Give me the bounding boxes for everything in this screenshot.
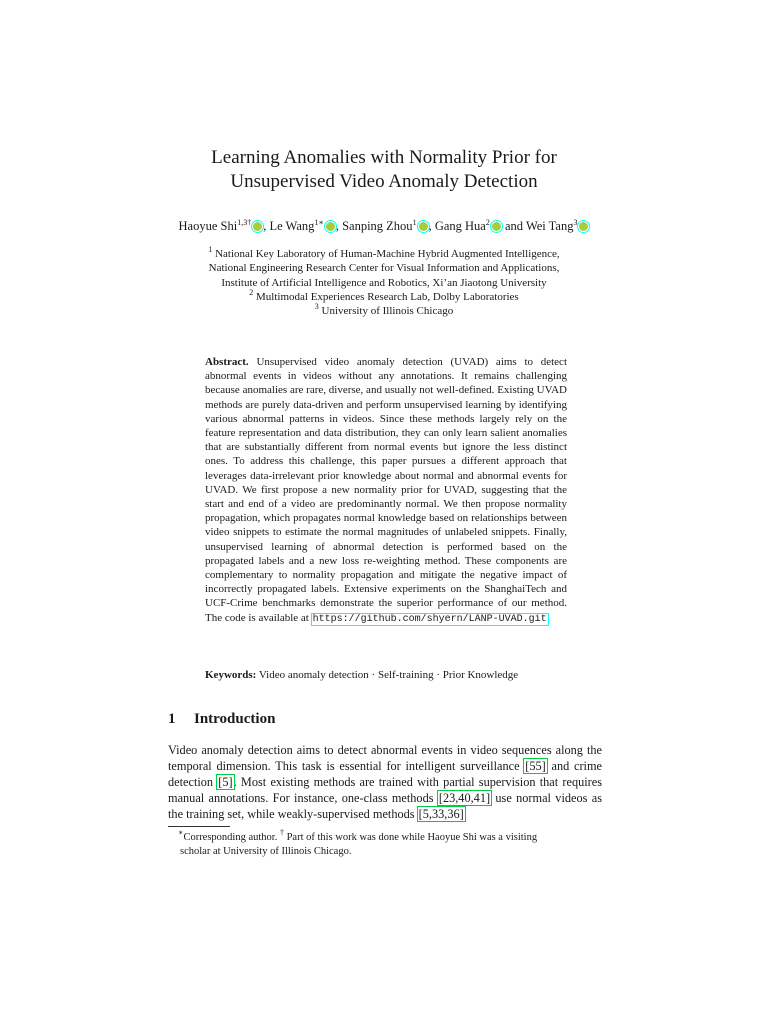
affiliation-list bbox=[110, 247, 658, 318]
author-affiliation-mark: 1∗ bbox=[314, 218, 324, 227]
footnote-mark: ∗ bbox=[178, 828, 184, 837]
citation-link[interactable]: [23,40,41] bbox=[438, 791, 491, 806]
section-title: Introduction bbox=[194, 711, 276, 727]
affiliation-text: Multimodal Experiences Research Lab, Dolby Laboratories bbox=[256, 290, 519, 303]
paper-title bbox=[100, 146, 668, 194]
author-separator: , bbox=[428, 219, 435, 233]
footnote-line bbox=[168, 828, 602, 845]
affiliation-text: Institute of Artificial Intelligence and Robotics, Xi’an Jiaotong University bbox=[221, 276, 547, 289]
introduction-paragraph bbox=[168, 742, 602, 822]
orcid-icon[interactable] bbox=[253, 222, 262, 231]
orcid-icon[interactable] bbox=[492, 222, 501, 231]
author-name: Sanping Zhou bbox=[342, 219, 413, 233]
section-heading-introduction bbox=[168, 709, 275, 729]
abstract-label: Abstract. bbox=[205, 356, 249, 368]
keywords bbox=[205, 668, 585, 682]
author-name: Le Wang bbox=[269, 219, 315, 233]
author-name: Gang Hua bbox=[434, 219, 486, 233]
affiliation-line bbox=[110, 247, 658, 261]
citation-link[interactable]: [5] bbox=[218, 775, 233, 790]
paper-title-line-2: Unsupervised Video Anomaly Detection bbox=[230, 171, 538, 192]
body-text: . Most existing methods are trained with partial supervision that requires manual annotations. For instance, one-class methods bbox=[168, 775, 602, 806]
affiliation-line bbox=[110, 304, 658, 318]
footnote-text: Corresponding author. bbox=[183, 832, 278, 843]
body-text: and crime detection bbox=[168, 759, 602, 790]
section-number: 1 bbox=[168, 711, 176, 727]
author-name: Haoyue Shi bbox=[178, 219, 238, 233]
affiliation-text: National Engineering Research Center for Visual Information and Applications, bbox=[208, 262, 560, 275]
author-name: Wei Tang bbox=[525, 219, 574, 233]
affiliation-text: University of Illinois Chicago bbox=[321, 305, 454, 318]
orcid-icon[interactable] bbox=[419, 222, 428, 231]
keywords-text: Video anomaly detection · Self-training · Prior Knowledge bbox=[258, 669, 519, 681]
footnote-text: scholar at University of Illinois Chicago. bbox=[180, 846, 352, 857]
affiliation-text: National Key Laboratory of Human-Machine Hybrid Augmented Intelligence, bbox=[215, 248, 560, 260]
footnote-line bbox=[168, 845, 602, 859]
keywords-label: Keywords: bbox=[205, 669, 257, 681]
affiliation-number: 2 bbox=[249, 287, 254, 297]
footnote-divider bbox=[168, 826, 230, 827]
affiliation-line bbox=[110, 276, 658, 290]
citation-link[interactable]: [55] bbox=[525, 759, 546, 774]
abstract bbox=[205, 355, 567, 627]
author-affiliation-mark: 2 bbox=[485, 218, 490, 227]
footnote-dagger: † bbox=[279, 828, 284, 837]
footnote bbox=[168, 828, 602, 859]
orcid-icon[interactable] bbox=[579, 222, 588, 231]
orcid-icon[interactable] bbox=[326, 222, 335, 231]
body-text: use normal videos as the training set, while weakly-supervised methods bbox=[168, 791, 602, 822]
affiliation-number: 1 bbox=[208, 245, 213, 254]
author-separator: , bbox=[263, 219, 270, 233]
author-affiliation-mark: 1,3† bbox=[237, 218, 252, 227]
author-separator: , bbox=[335, 219, 343, 233]
author-and: and bbox=[504, 219, 524, 233]
affiliation-number: 3 bbox=[314, 302, 319, 312]
body-text: Video anomaly detection aims to detect abnormal events in video sequences along the temporal dimension. This task is essential for intelligent surveillance bbox=[168, 743, 602, 774]
affiliation-line bbox=[110, 261, 658, 275]
citation-link[interactable]: [5,33,36] bbox=[418, 807, 464, 822]
code-url-link[interactable]: https://github.com/shyern/LANP-UVAD.git bbox=[312, 613, 547, 625]
paper-title-line-1: Learning Anomalies with Normality Prior for bbox=[211, 147, 557, 168]
author-affiliation-mark: 3 bbox=[573, 218, 578, 227]
affiliation-line bbox=[110, 287, 658, 304]
author-list bbox=[110, 218, 658, 234]
author-affiliation-mark: 1 bbox=[412, 218, 417, 227]
footnote-text: Part of this work was done while Haoyue Shi was a visiting bbox=[286, 832, 538, 843]
abstract-body: Unsupervised video anomaly detection (UVAD) aims to detect abnormal events in videos without any annotations. It remains challenging because anomalies are rare, diverse, and usually not well-defined. Existing UVAD methods are purely data-driven and perform unsupervised learning by identifying various abnormal patterns in videos. Since these methods largely rely on the feature representation and data distribution, they can only learn salient anomalies that are substantially different from normal events but ignore the less distinct ones. To address this challenge, this paper pursues a different approach that leverages data-irrelevant prior knowledge about normal and abnormal events for UVAD. We first propose a new normality prior for UVAD, suggesting that the start and end of a video are predominantly normal. We then propose normality propagation, which propagates normal knowledge based on relationships between video snippets to estimate the normal magnitudes of unlabeled snippets. Finally, unsupervised learning of abnormal detection is performed based on the propagated labels and a new loss re-weighting method. These components are complementary to normality propagation and mitigate the negative impact of incorrectly propagated labels. Extensive experiments on the ShanghaiTech and UCF-Crime benchmarks demonstrate the superior performance of our method. The code is available at bbox=[205, 356, 567, 624]
